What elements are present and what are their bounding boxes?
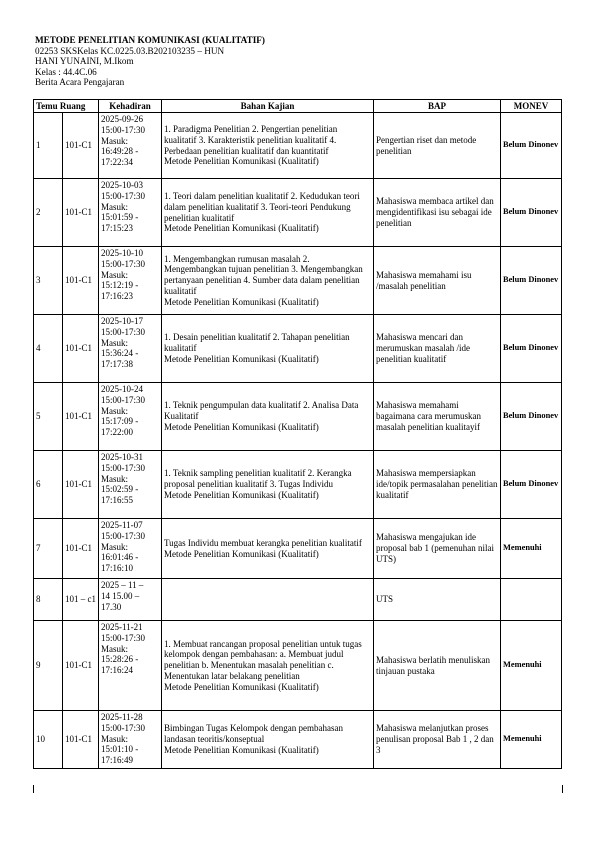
- monev-status-cell: Belum Dinonev: [501, 451, 562, 519]
- material-topic: 1. Teori dalam penelitian kualitatif 2. Kedudukan teori dalam penelitian kualitatif 3. Teori-teori Pendukung penelitian kualitatif: [164, 190, 360, 223]
- attendance-line: 17:16:24: [101, 665, 134, 676]
- course-reference: Metode Penelitian Komunikasi (Kualitatif): [164, 548, 319, 559]
- attendance-line: 2025-11-07: [101, 520, 143, 530]
- bap-cell: Mahasiswa mempersiapkan ide/topik permasalahan penelitian kualitatif: [374, 451, 501, 519]
- course-reference: Metode Penelitian Komunikasi (Kualitatif): [164, 296, 319, 307]
- attendance-line: 15:17:09 -: [101, 416, 139, 427]
- table-row: [34, 383, 562, 451]
- room-cell: 101-C1: [63, 451, 99, 519]
- row-number-cell: 3: [34, 247, 63, 315]
- course-reference: Metode Penelitian Komunikasi (Kualitatif): [164, 681, 319, 692]
- attendance-line: Masuk:: [101, 733, 128, 744]
- attendance-line: 17:16:55: [101, 495, 134, 506]
- material-cell: [162, 113, 374, 179]
- attendance-line: 15:01:59 -: [101, 212, 139, 223]
- attendance-line: 2025 – 11 –: [101, 580, 144, 590]
- material-topic: 1. Membuat rancangan proposal penelitian untuk tugas kelompok dengan pembahasan: a. Membuat judul penelitian b. Menentukan masalah penelitian c. Menentukan latar belakang penelitian: [164, 638, 362, 681]
- bap-cell: Pengertian riset dan metode penelitian: [374, 113, 501, 179]
- attendance-line: 15:12:19 -: [101, 280, 139, 291]
- attendance-line: 2025-10-03: [101, 180, 143, 190]
- attendance-line: Masuk:: [101, 135, 128, 146]
- attendance-line: 2025-09-26: [101, 114, 143, 124]
- attendance-line: 15:00-17:30: [101, 258, 145, 269]
- document-header: [35, 35, 265, 88]
- material-cell: [162, 315, 374, 383]
- room-cell: 101-C1: [63, 621, 99, 711]
- attendance-line: 14 15.00 –: [101, 590, 140, 601]
- attendance-line: 17:22:00: [101, 427, 134, 438]
- row-number-cell: 7: [34, 519, 63, 579]
- room-cell: 101-C1: [63, 711, 99, 769]
- bap-cell: Mahasiswa membaca artikel dan mengidentifikasi isu sebagai ide penelitian: [374, 179, 501, 247]
- bap-cell: Mahasiswa melanjutkan proses penulisan proposal Bab 1 , 2 dan 3: [374, 711, 501, 769]
- attendance-cell: [99, 113, 162, 179]
- attendance-line: 15:00-17:30: [101, 462, 145, 473]
- attendance-line: 17:16:23: [101, 291, 134, 302]
- bap-cell: Mahasiswa mengajukan ide proposal bab 1 (pemenuhan nilai UTS): [374, 519, 501, 579]
- table-row: [34, 451, 562, 519]
- attendance-line: 17:16:49: [101, 755, 134, 766]
- attendance-cell: [99, 711, 162, 769]
- attendance-line: 15:00-17:30: [101, 632, 145, 643]
- monev-status-cell: Memenuhi: [501, 711, 562, 769]
- room-cell: 101-C1: [63, 179, 99, 247]
- attendance-line: 15:00-17:30: [101, 722, 145, 733]
- attendance-line: 2025-10-24: [101, 384, 143, 394]
- attendance-line: 16:49:28 -: [101, 146, 139, 157]
- class-label: Kelas : 44.4C.06: [35, 66, 97, 77]
- attendance-line: 2025-10-10: [101, 248, 143, 258]
- material-cell: [162, 579, 374, 621]
- attendance-line: Masuk:: [101, 201, 128, 212]
- material-cell: [162, 247, 374, 315]
- teaching-record-table: [33, 99, 562, 769]
- attendance-line: Masuk:: [101, 541, 128, 552]
- row-number-cell: 9: [34, 621, 63, 711]
- room-cell: 101-C1: [63, 113, 99, 179]
- course-reference: Metode Penelitian Komunikasi (Kualitatif): [164, 223, 319, 234]
- material-cell: [162, 621, 374, 711]
- room-cell: 101 – c1: [63, 579, 99, 621]
- table-row: [34, 315, 562, 383]
- monev-status-cell: Memenuhi: [501, 621, 562, 711]
- attendance-line: 15:00-17:30: [101, 124, 145, 135]
- bap-cell: Mahasiswa berlatih menuliskan tinjauan pustaka: [374, 621, 501, 711]
- row-number-cell: 1: [34, 113, 63, 179]
- material-topic: 1. Desain penelitian kualitatif 2. Tahapan penelitian kualitatif: [164, 332, 350, 354]
- row-number-cell: 10: [34, 711, 63, 769]
- table-row: [34, 247, 562, 315]
- table-continuation: [33, 785, 563, 793]
- course-reference: Metode Penelitian Komunikasi (Kualitatif): [164, 353, 319, 364]
- attendance-line: Masuk:: [101, 405, 128, 416]
- attendance-line: Masuk:: [101, 473, 128, 484]
- bap-cell: Mahasiswa mencari dan merumuskan masalah /ide penelitian kualitatif: [374, 315, 501, 383]
- monev-status-cell: [501, 579, 562, 621]
- material-topic: 1. Mengembangkan rumusan masalah 2. Mengembangkan tujuan penelitian 3. Mengembangkan pertanyaan penelitian 4. Sumber data dalam penelitian kualitatif: [164, 253, 363, 296]
- attendance-cell: [99, 579, 162, 621]
- row-number-cell: 2: [34, 179, 63, 247]
- attendance-cell: [99, 383, 162, 451]
- monev-status-cell: Belum Dinonev: [501, 247, 562, 315]
- bap-cell: Mahasiswa memahami bagaimana cara merumuskan masalah penelitian kualitayif: [374, 383, 501, 451]
- attendance-line: 15:00-17:30: [101, 394, 145, 405]
- row-number-cell: 8: [34, 579, 63, 621]
- material-topic: 1. Teknik pengumpulan data kualitatif 2. Analisa Data Kualitatif: [164, 400, 359, 422]
- column-header-temu-ruang: Temu Ruang: [34, 100, 99, 113]
- attendance-cell: [99, 451, 162, 519]
- table-row: [34, 621, 562, 711]
- material-cell: [162, 179, 374, 247]
- table-header-row: [34, 100, 562, 113]
- attendance-line: 2025-10-31: [101, 452, 143, 462]
- attendance-line: 17.30: [101, 601, 122, 612]
- attendance-line: 15:00-17:30: [101, 190, 145, 201]
- attendance-line: 15:01:10 -: [101, 744, 139, 755]
- attendance-line: 15:36:24 -: [101, 348, 139, 359]
- column-header-bap: BAP: [374, 100, 501, 113]
- column-header-bahan-kajian: Bahan Kajian: [162, 100, 374, 113]
- material-topic: 1. Teknik sampling penelitian kualitatif 2. Kerangka proposal penelitian kualitatif 3. Tugas Individu: [164, 468, 352, 490]
- attendance-line: 17:16:10: [101, 563, 134, 574]
- material-cell: [162, 383, 374, 451]
- material-topic: Bimbingan Tugas Kelompok dengan pembahasan landasan teoritis/konseptual: [164, 723, 343, 745]
- column-header-monev: MONEV: [501, 100, 562, 113]
- attendance-cell: [99, 247, 162, 315]
- monev-status-cell: Belum Dinonev: [501, 315, 562, 383]
- attendance-line: Masuk:: [101, 643, 128, 654]
- column-header-kehadiran: Kehadiran: [99, 100, 162, 113]
- course-title: METODE PENELITIAN KOMUNIKASI (KUALITATIF): [35, 35, 265, 45]
- room-cell: 101-C1: [63, 519, 99, 579]
- table-row: [34, 113, 562, 179]
- room-cell: 101-C1: [63, 383, 99, 451]
- room-cell: 101-C1: [63, 247, 99, 315]
- material-cell: [162, 711, 374, 769]
- attendance-line: 16:01:46 -: [101, 552, 139, 563]
- material-cell: [162, 451, 374, 519]
- attendance-cell: [99, 621, 162, 711]
- course-reference: Metode Penelitian Komunikasi (Kualitatif): [164, 744, 319, 755]
- attendance-line: 2025-10-17: [101, 316, 143, 326]
- attendance-cell: [99, 179, 162, 247]
- row-number-cell: 5: [34, 383, 63, 451]
- course-reference: Metode Penelitian Komunikasi (Kualitatif): [164, 156, 319, 167]
- monev-status-cell: Memenuhi: [501, 519, 562, 579]
- table-row: [34, 579, 562, 621]
- material-cell: [162, 519, 374, 579]
- monev-status-cell: Belum Dinonev: [501, 113, 562, 179]
- table-row: [34, 519, 562, 579]
- course-reference: Metode Penelitian Komunikasi (Kualitatif): [164, 489, 319, 500]
- course-reference: Metode Penelitian Komunikasi (Kualitatif): [164, 421, 319, 432]
- attendance-line: 15:00-17:30: [101, 326, 145, 337]
- attendance-line: 17:22:34: [101, 157, 134, 168]
- attendance-line: 15:02:59 -: [101, 484, 139, 495]
- material-topic: 1. Paradigma Penelitian 2. Pengertian penelitian kualitatif 3. Karakteristik penelitian kualitatif 4. Perbedaan penelitian kualitatif dan kuantitatif: [164, 123, 338, 156]
- bap-cell: Mahasiswa memahami isu /masalah penelitian: [374, 247, 501, 315]
- row-number-cell: 4: [34, 315, 63, 383]
- lecturer-name: HANI YUNAINI, M.Ikom: [35, 56, 134, 67]
- row-number-cell: 6: [34, 451, 63, 519]
- attendance-line: 2025-11-28: [101, 712, 143, 722]
- material-topic: Tugas Individu membuat kerangka penelitian kualitatif: [164, 537, 362, 548]
- attendance-line: 15:00-17:30: [101, 530, 145, 541]
- attendance-line: Masuk:: [101, 337, 128, 348]
- attendance-line: Masuk:: [101, 269, 128, 280]
- table-row: [34, 179, 562, 247]
- attendance-line: 17:17:38: [101, 359, 134, 370]
- report-subtitle: Berita Acara Pengajaran: [35, 77, 125, 88]
- monev-status-cell: Belum Dinonev: [501, 179, 562, 247]
- attendance-cell: [99, 315, 162, 383]
- course-code-line: 02253 SKSKelas KC.0225.03.B202103235 – HUN: [35, 45, 225, 56]
- table-row: [34, 711, 562, 769]
- attendance-cell: [99, 519, 162, 579]
- attendance-line: 17:15:23: [101, 223, 134, 234]
- attendance-line: 2025-11-21: [101, 622, 143, 632]
- room-cell: 101-C1: [63, 315, 99, 383]
- bap-cell: UTS: [374, 579, 501, 621]
- monev-status-cell: Belum Dinonev: [501, 383, 562, 451]
- attendance-line: 15:28:26 -: [101, 654, 139, 665]
